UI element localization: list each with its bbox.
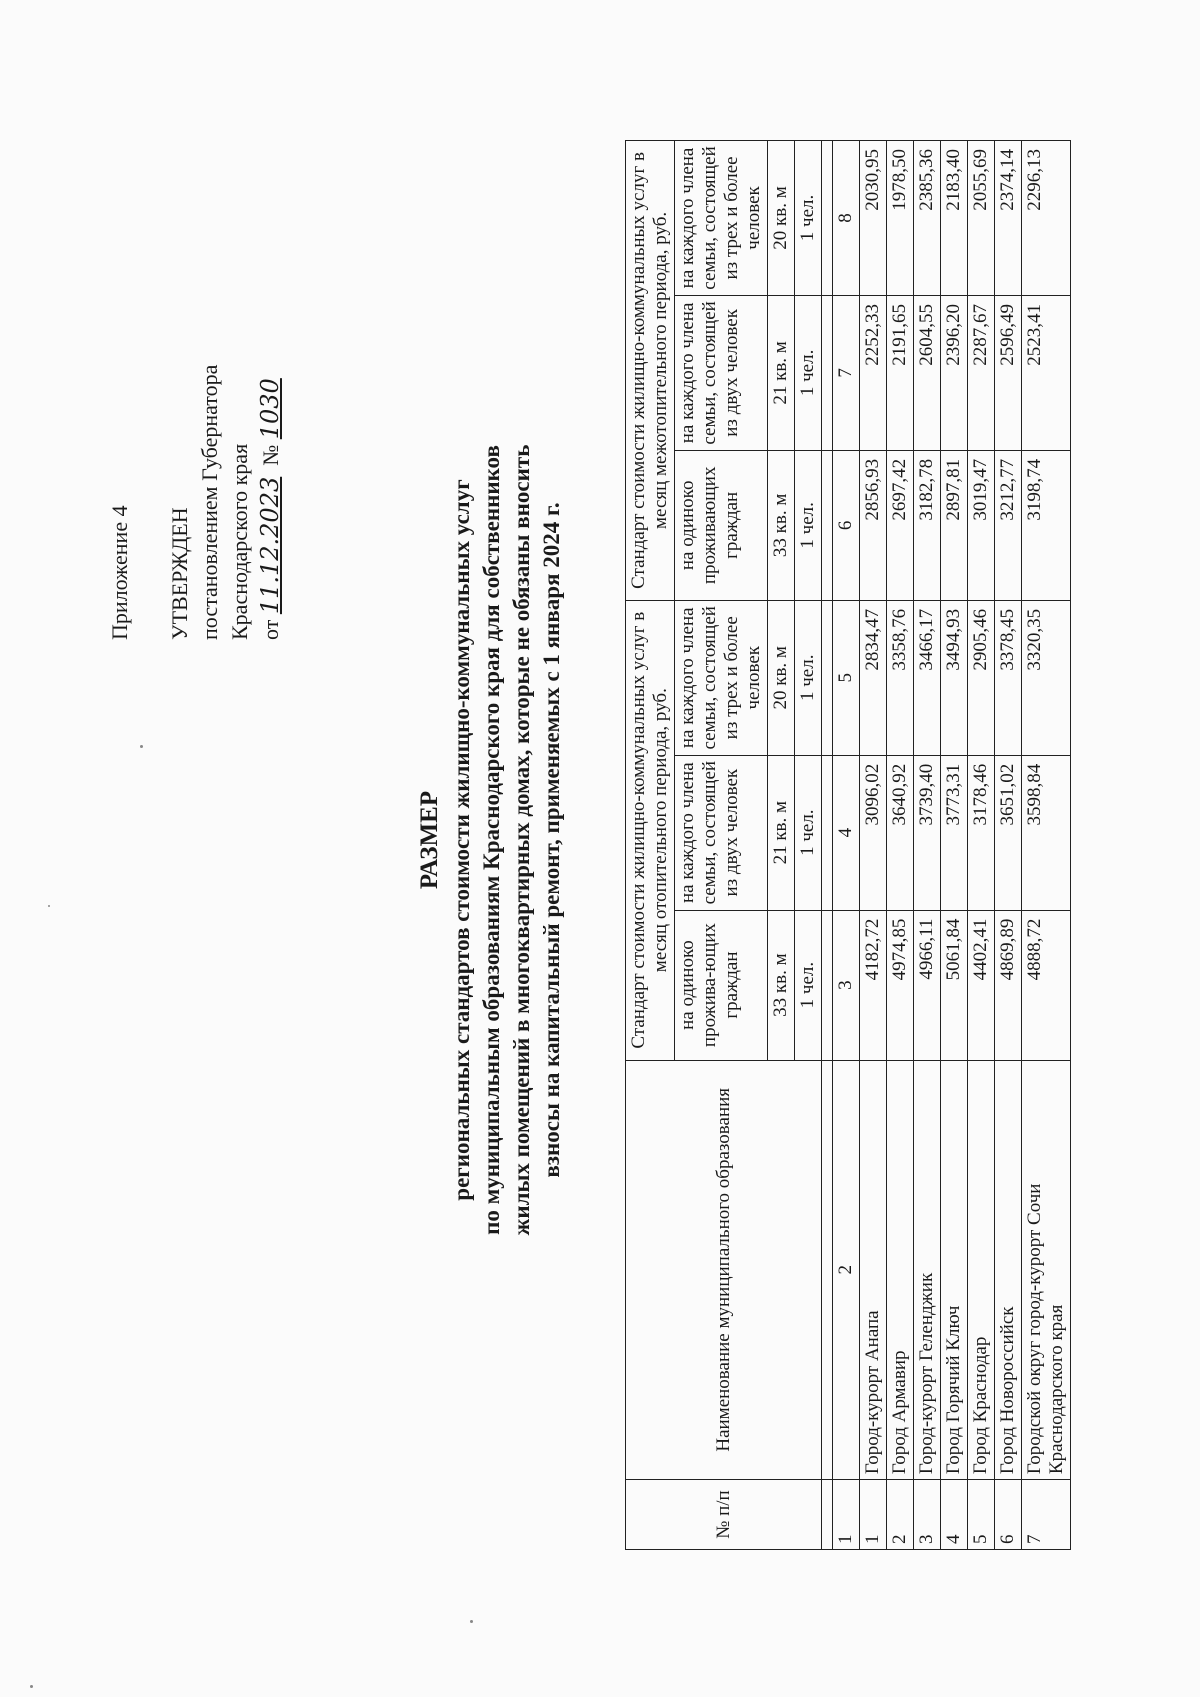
municipality-name: Город Горячий Ключ xyxy=(941,1060,968,1480)
area-cell: 21 кв. м xyxy=(768,755,795,910)
row-number: 1 xyxy=(860,1480,887,1550)
table-row xyxy=(860,141,887,1550)
approval-date: 11.12.2023 xyxy=(256,476,284,615)
value-cell: 2897,81 xyxy=(941,450,968,600)
persons-cell: 1 чел. xyxy=(795,910,822,1060)
approval-line-1: постановлением Губернатора xyxy=(197,364,222,640)
value-cell: 3212,77 xyxy=(995,450,1022,600)
value-cell: 3320,35 xyxy=(1022,600,1071,755)
subheader-two: на каждого члена семьи, состоящей из двух человек xyxy=(675,295,768,450)
value-cell: 4182,72 xyxy=(860,910,887,1060)
subheader-two: на каждого члена семьи, состоящей из двух человек xyxy=(675,755,768,910)
value-cell: 3640,92 xyxy=(887,755,914,910)
header-nonheating-period: Стандарт стоимости жилищно-коммунальных услуг в месяц межотопительного периода, руб. xyxy=(626,141,675,601)
column-number: 6 xyxy=(833,450,860,600)
title-line-2: по муниципальным образованиям Краснодарского края для собственников xyxy=(479,445,504,1235)
table-row xyxy=(914,141,941,1550)
approval-block xyxy=(105,260,286,640)
header-heating-period: Стандарт стоимости жилищно-коммунальных услуг в месяц отопительного периода, руб. xyxy=(626,600,675,1060)
area-cell: 21 кв. м xyxy=(768,295,795,450)
speck xyxy=(30,1685,33,1688)
column-number: 4 xyxy=(833,755,860,910)
value-cell: 2905,46 xyxy=(968,600,995,755)
appendix-label: Приложение 4 xyxy=(107,505,132,640)
persons-cell: 1 чел. xyxy=(795,450,822,600)
municipality-name: Город Новороссийск xyxy=(995,1060,1022,1480)
persons-cell: 1 чел. xyxy=(795,295,822,450)
title-line-3: жилых помещений в многоквартирных домах, которые не обязаны вносить xyxy=(509,444,534,1236)
municipality-name: Город-курорт Геленджик xyxy=(914,1060,941,1480)
subheader-three: на каждого члена семьи, состоящей из трех и более человек xyxy=(675,600,768,755)
row-number: 2 xyxy=(887,1480,914,1550)
table-row xyxy=(887,141,914,1550)
header-number: № п/п xyxy=(626,1480,822,1550)
from-prefix: от xyxy=(258,619,283,640)
separator-row xyxy=(822,141,833,1550)
value-cell: 2296,13 xyxy=(1022,141,1071,296)
persons-cell: 1 чел. xyxy=(795,141,822,296)
value-cell: 3378,45 xyxy=(995,600,1022,755)
column-number: 5 xyxy=(833,600,860,755)
column-number: 1 xyxy=(833,1480,860,1550)
persons-cell: 1 чел. xyxy=(795,755,822,910)
value-cell: 4966,11 xyxy=(914,910,941,1060)
value-cell: 5061,84 xyxy=(941,910,968,1060)
title-line-4: взносы на капитальный ремонт, применяемых с 1 января 2024 г. xyxy=(539,502,564,1178)
approval-line-2: Краснодарского края xyxy=(227,443,252,640)
row-number: 3 xyxy=(914,1480,941,1550)
value-cell: 1978,50 xyxy=(887,141,914,296)
value-cell: 2252,33 xyxy=(860,295,887,450)
area-cell: 20 кв. м xyxy=(768,600,795,755)
approval-number: 1030 xyxy=(256,378,284,440)
table-row xyxy=(995,141,1022,1550)
column-number: 2 xyxy=(833,1060,860,1480)
value-cell: 3739,40 xyxy=(914,755,941,910)
table-row xyxy=(968,141,995,1550)
value-cell: 4402,41 xyxy=(968,910,995,1060)
municipality-name: Город Краснодар xyxy=(968,1060,995,1480)
value-cell: 3019,47 xyxy=(968,450,995,600)
value-cell: 3773,31 xyxy=(941,755,968,910)
value-cell: 3494,93 xyxy=(941,600,968,755)
value-cell: 3198,74 xyxy=(1022,450,1071,600)
column-number: 7 xyxy=(833,295,860,450)
value-cell: 3651,02 xyxy=(995,755,1022,910)
standards-table xyxy=(625,140,1071,1550)
value-cell: 3096,02 xyxy=(860,755,887,910)
subheader-three: на каждого члена семьи, состоящей из трех и более человек xyxy=(675,141,768,296)
value-cell: 3182,78 xyxy=(914,450,941,600)
value-cell: 2604,55 xyxy=(914,295,941,450)
row-number: 5 xyxy=(968,1480,995,1550)
value-cell: 2596,49 xyxy=(995,295,1022,450)
value-cell: 2523,41 xyxy=(1022,295,1071,450)
approval-date-line xyxy=(255,260,286,640)
table-row xyxy=(1022,141,1071,1550)
value-cell: 4974,85 xyxy=(887,910,914,1060)
column-number-row xyxy=(833,141,860,1550)
area-cell: 20 кв. м xyxy=(768,141,795,296)
subheader-single: на одиноко проживающих граждан xyxy=(675,450,768,600)
document-title xyxy=(415,190,567,1490)
persons-cell: 1 чел. xyxy=(795,600,822,755)
value-cell: 2834,47 xyxy=(860,600,887,755)
title-main: РАЗМЕР xyxy=(416,790,443,890)
value-cell: 3178,46 xyxy=(968,755,995,910)
row-number: 6 xyxy=(995,1480,1022,1550)
area-cell: 33 кв. м xyxy=(768,450,795,600)
table-row xyxy=(941,141,968,1550)
approved-label: УТВЕРЖДЕН xyxy=(167,507,192,640)
value-cell: 2055,69 xyxy=(968,141,995,296)
number-prefix: № xyxy=(258,444,283,466)
value-cell: 2374,14 xyxy=(995,141,1022,296)
area-cell: 33 кв. м xyxy=(768,910,795,1060)
value-cell: 3358,76 xyxy=(887,600,914,755)
speck xyxy=(48,905,50,907)
value-cell: 4888,72 xyxy=(1022,910,1071,1060)
value-cell: 2183,40 xyxy=(941,141,968,296)
value-cell: 2396,20 xyxy=(941,295,968,450)
municipality-name: Городской округ город-курорт Сочи Краснодарского края xyxy=(1022,1060,1071,1480)
row-number: 4 xyxy=(941,1480,968,1550)
value-cell: 3466,17 xyxy=(914,600,941,755)
row-number: 7 xyxy=(1022,1480,1071,1550)
subheader-single: на одиноко прожива-ющих граждан xyxy=(675,910,768,1060)
value-cell: 2856,93 xyxy=(860,450,887,600)
municipality-name: Город-курорт Анапа xyxy=(860,1060,887,1480)
header-municipality: Наименование муниципального образования xyxy=(626,1060,822,1480)
title-line-1: региональных стандартов стоимости жилищно-коммунальных услуг xyxy=(449,479,474,1201)
value-cell: 2191,65 xyxy=(887,295,914,450)
rotated-document xyxy=(55,60,1165,1640)
value-cell: 4869,89 xyxy=(995,910,1022,1060)
value-cell: 2697,42 xyxy=(887,450,914,600)
value-cell: 2287,67 xyxy=(968,295,995,450)
value-cell: 2030,95 xyxy=(860,141,887,296)
value-cell: 3598,84 xyxy=(1022,755,1071,910)
column-number: 3 xyxy=(833,910,860,1060)
column-number: 8 xyxy=(833,141,860,296)
municipality-name: Город Армавир xyxy=(887,1060,914,1480)
value-cell: 2385,36 xyxy=(914,141,941,296)
